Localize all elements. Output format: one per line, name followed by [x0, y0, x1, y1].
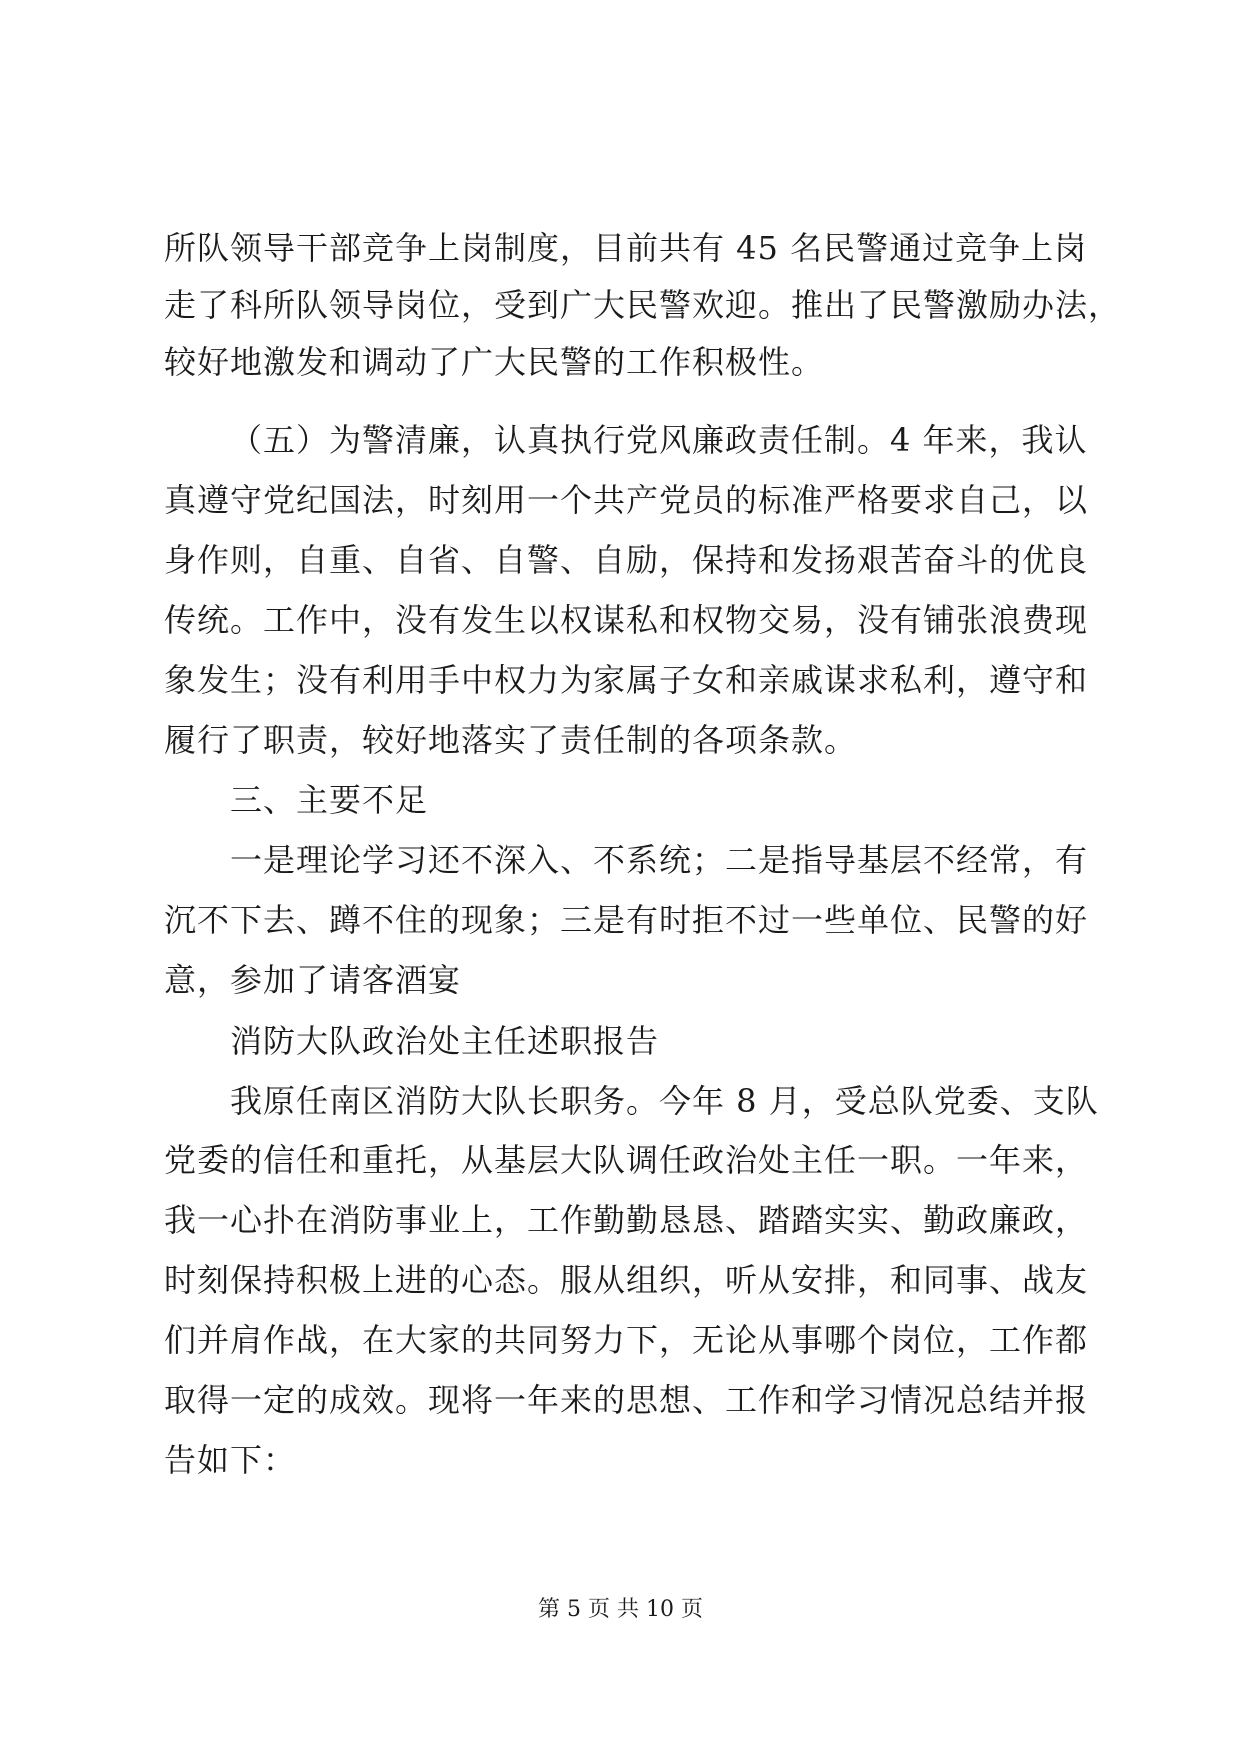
report-title: 消防大队政治处主任述职报告: [230, 1022, 660, 1060]
paragraph-line: 真遵守党纪国法，时刻用一个共产党员的标准严格要求自己，以: [164, 481, 1089, 519]
paragraph-line: 告如下：: [164, 1441, 297, 1479]
paragraph-line: 所队领导干部竞争上岗制度，目前共有 45 名民警通过竞争上岗: [164, 229, 1088, 267]
paragraph-line: 传统。工作中，没有发生以权谋私和权物交易，没有铺张浪费现: [164, 601, 1089, 639]
paragraph-line: 走了科所队领导岗位，受到广大民警欢迎。推出了民警激励办法，: [164, 286, 1122, 324]
paragraph-line: 取得一定的成效。现将一年来的思想、工作和学习情况总结并报: [164, 1381, 1089, 1419]
paragraph-line: （五）为警清廉，认真执行党风廉政责任制。4 年来，我认: [230, 421, 1088, 459]
paragraph-line: 履行了职责，较好地落实了责任制的各项条款。: [164, 721, 858, 759]
paragraph-line: 党委的信任和重托，从基层大队调任政治处主任一职。一年来，: [164, 1141, 1089, 1179]
paragraph-line: 一是理论学习还不深入、不系统；二是指导基层不经常，有: [230, 841, 1089, 879]
paragraph-line: 身作则，自重、自省、自警、自励，保持和发扬艰苦奋斗的优良: [164, 541, 1089, 579]
paragraph-line: 象发生；没有利用手中权力为家属子女和亲戚谋求私利，遵守和: [164, 661, 1089, 699]
paragraph-line: 较好地激发和调动了广大民警的工作积极性。: [164, 343, 825, 381]
paragraph-line: 们并肩作战，在大家的共同努力下，无论从事哪个岗位，工作都: [164, 1321, 1089, 1359]
paragraph-line: 沉不下去、蹲不住的现象；三是有时拒不过一些单位、民警的好: [164, 901, 1089, 939]
section-heading: 三、主要不足: [230, 781, 429, 819]
paragraph-line: 我原任南区消防大队长职务。今年 8 月，受总队党委、支队: [230, 1082, 1099, 1120]
paragraph-line: 我一心扑在消防事业上，工作勤勤恳恳、踏踏实实、勤政廉政，: [164, 1201, 1089, 1239]
paragraph-line: 意，参加了请客酒宴: [164, 961, 462, 999]
page-number: 第 5 页 共 10 页: [538, 1597, 703, 1622]
paragraph-line: 时刻保持积极上进的心态。服从组织，听从安排，和同事、战友: [164, 1261, 1089, 1299]
